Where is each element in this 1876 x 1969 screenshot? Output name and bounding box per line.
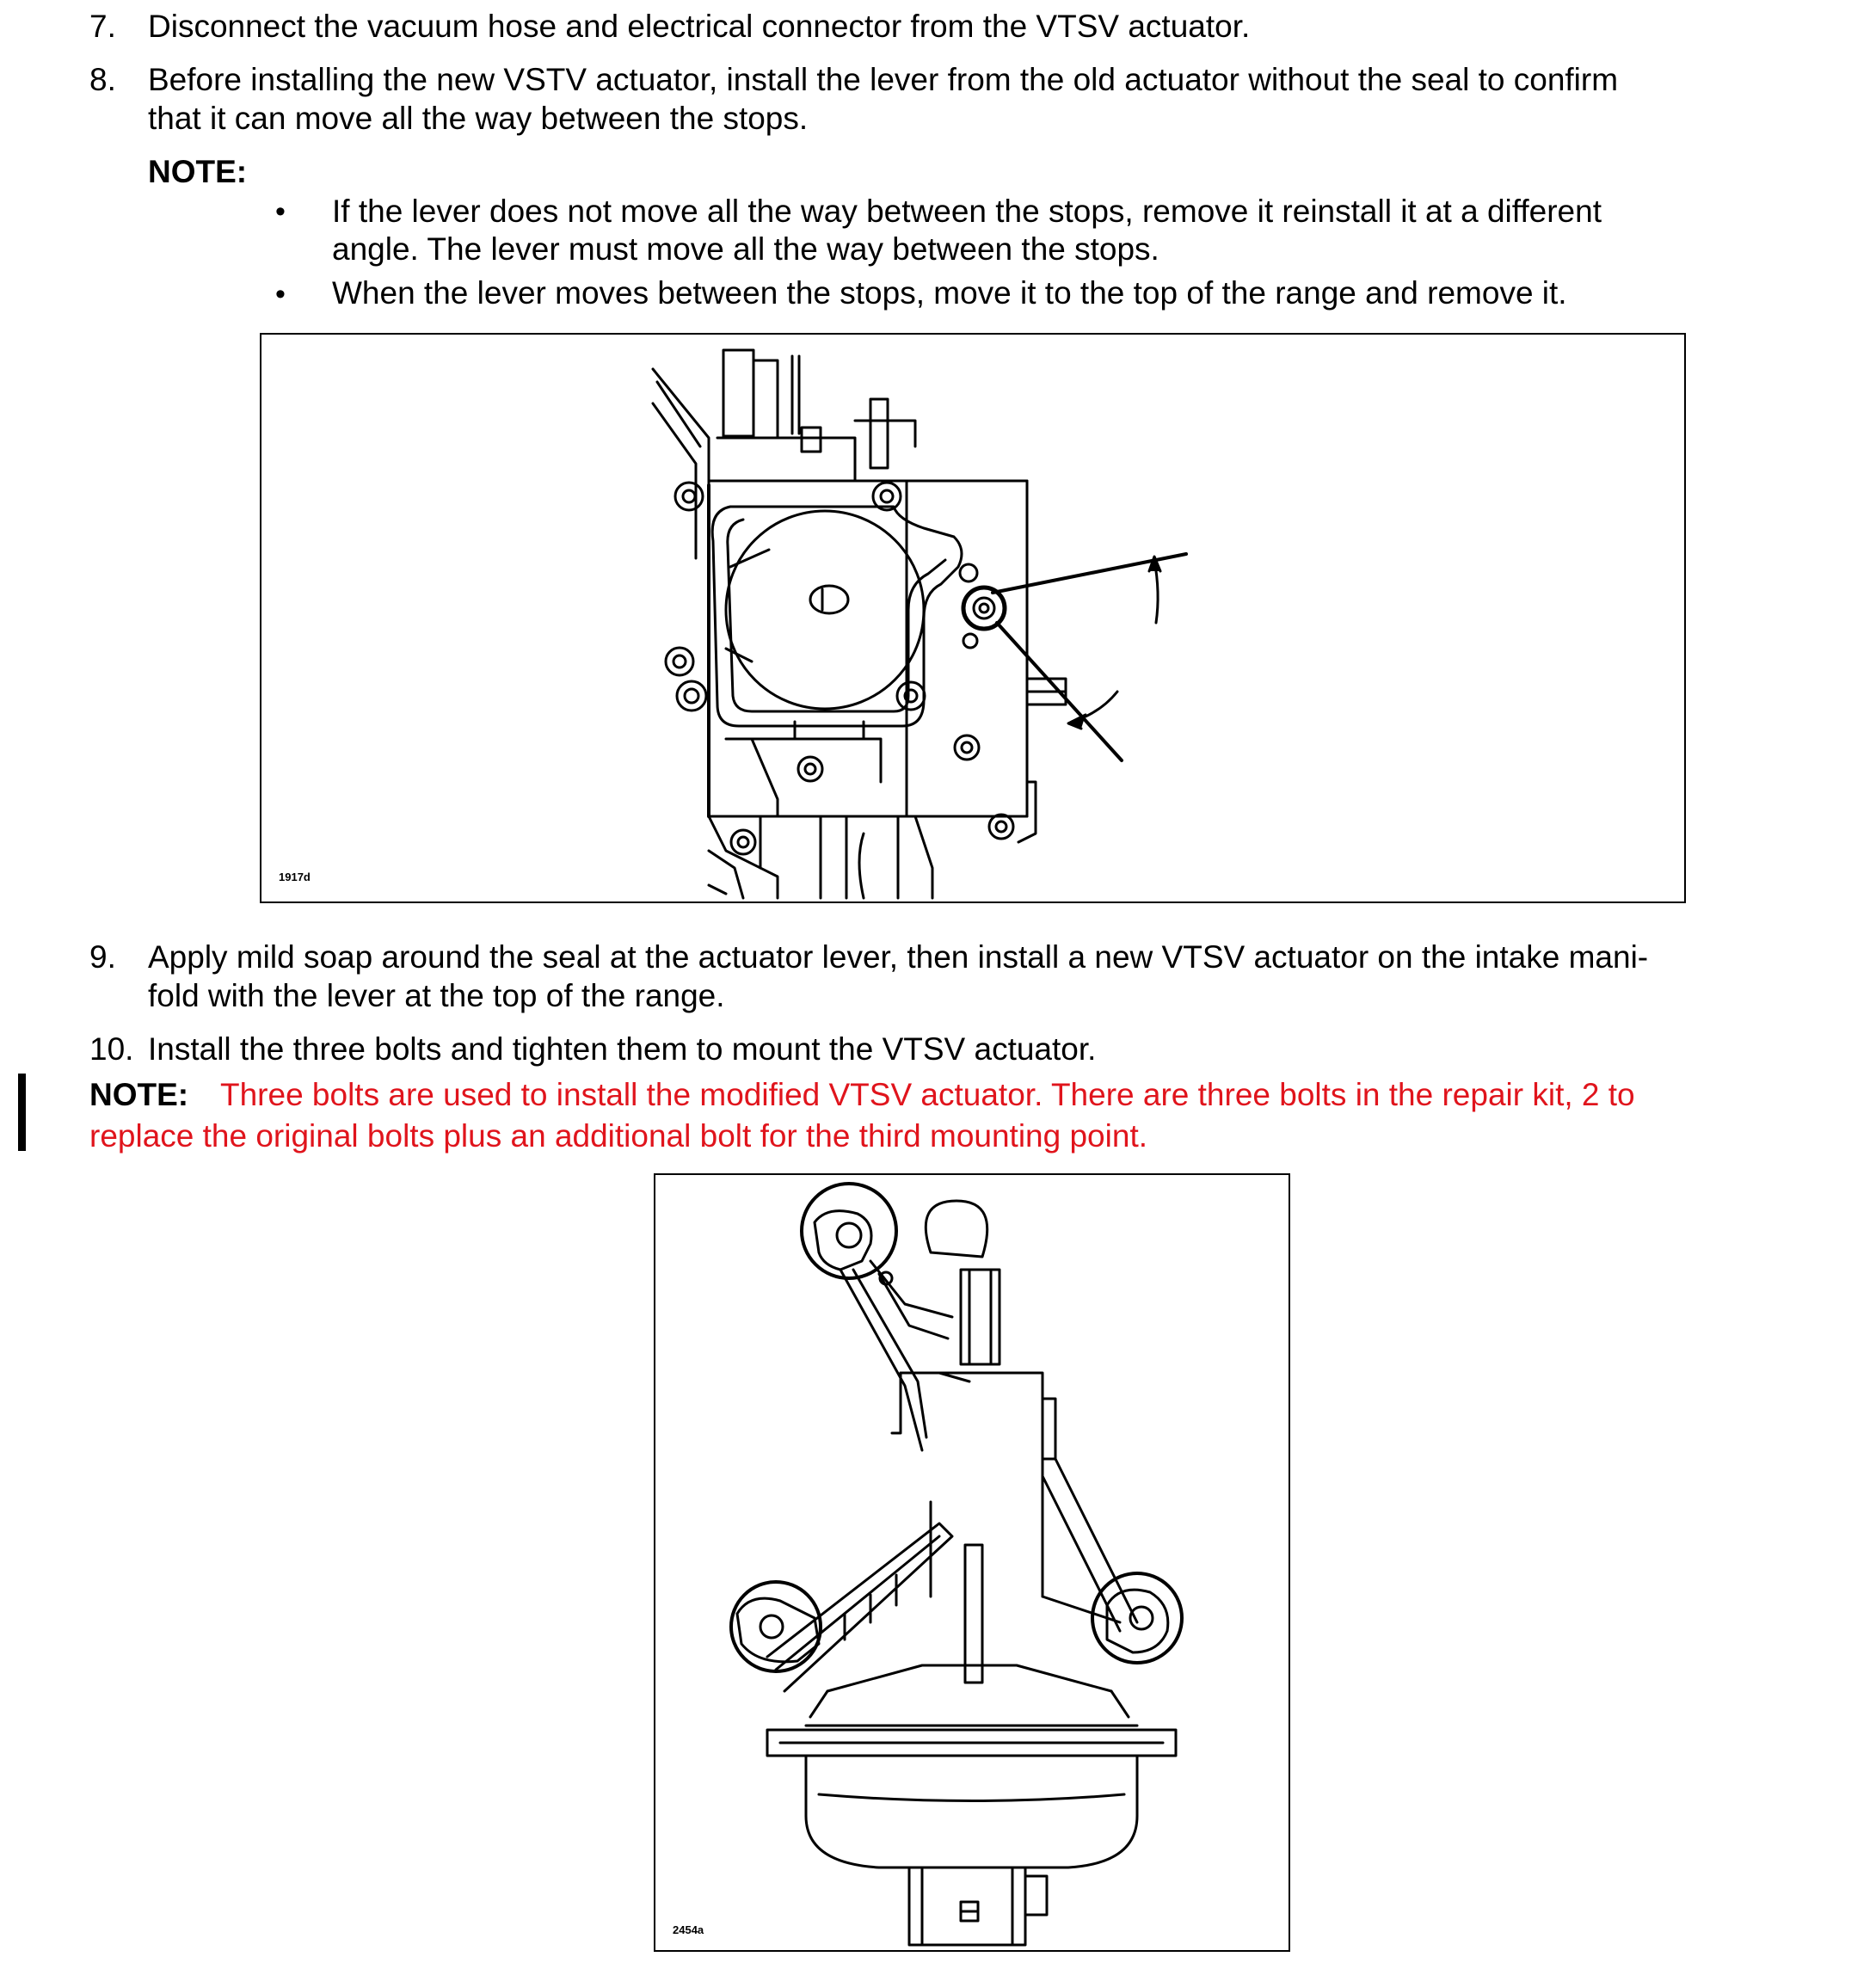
figure-vtsv-actuator [654, 1173, 1290, 1952]
note-2-line-1: Three bolts are used to install the modified VTSV actuator. There are three bolts in the repair kit, 2 to [220, 1077, 1635, 1112]
figure-throttle-body-lever [260, 333, 1686, 903]
note-1-bullet-1-line-1: If the lever does not move all the way between the stops, remove it reinstall it at a different [332, 194, 1602, 229]
step-7-text: Disconnect the vacuum hose and electrical connector from the VTSV actuator. [148, 9, 1251, 44]
figure-1-id: 1917d [279, 871, 311, 883]
note-1-bullet-2-line-1: When the lever moves between the stops, move it to the top of the range and remove it. [332, 275, 1567, 311]
step-9-line-2: fold with the lever at the top of the range. [148, 978, 725, 1013]
step-9-number: 9. [89, 939, 116, 975]
throttle-body-illustration [261, 335, 1688, 905]
note-1-label: NOTE: [148, 154, 248, 189]
note-1-bullet-1-line-2: angle. The lever must move all the way between the stops. [332, 231, 1159, 267]
note-1-bullet-1-mark: • [275, 195, 286, 228]
figure-2-id: 2454a [673, 1923, 704, 1936]
step-8-line-2: that it can move all the way between the stops. [148, 101, 809, 136]
step-10-number: 10. [89, 1031, 134, 1067]
step-7-number: 7. [89, 9, 116, 44]
step-10-text: Install the three bolts and tighten them to mount the VTSV actuator. [148, 1031, 1097, 1067]
note-2-label: NOTE: [89, 1077, 189, 1112]
revision-change-bar [18, 1074, 26, 1151]
step-9-line-1: Apply mild soap around the seal at the actuator lever, then install a new VTSV actuator on the intake mani- [148, 939, 1649, 975]
note-1-bullet-2-mark: • [275, 278, 286, 311]
actuator-illustration [655, 1175, 1292, 1954]
step-8-number: 8. [89, 62, 116, 97]
step-8-line-1: Before installing the new VSTV actuator, install the lever from the old actuator without the seal to confirm [148, 62, 1619, 97]
note-2-line-2: replace the original bolts plus an additional bolt for the third mounting point. [89, 1118, 1147, 1154]
